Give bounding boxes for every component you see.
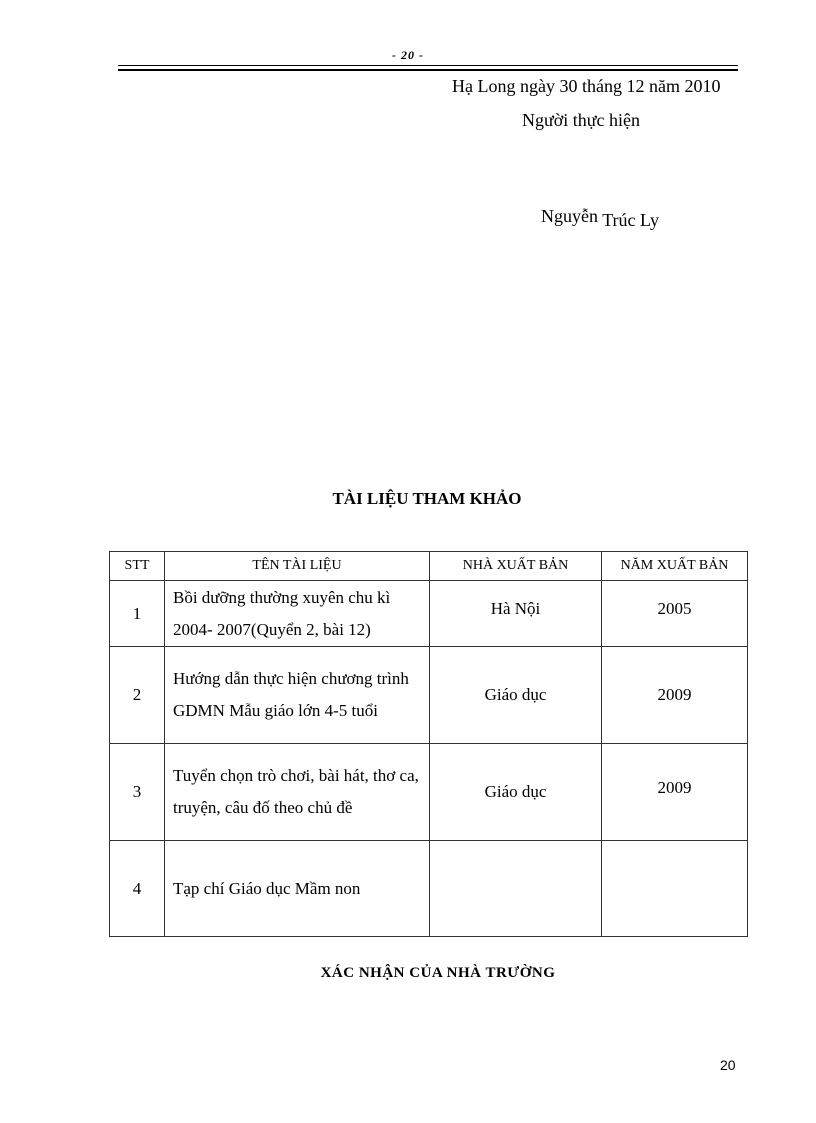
cell-name: Bồi dưỡng thường xuyên chu kì 2004- 2007(Quyển 2, bài 12) (165, 581, 430, 647)
cell-publisher (430, 841, 602, 937)
table-row (110, 647, 748, 744)
cell-name: Hướng dẫn thực hiện chương trình GDMN Mẫu giáo lớn 4-5 tuổi (165, 647, 430, 744)
cell-stt: 2 (110, 647, 165, 744)
signer-name (541, 206, 660, 230)
cell-stt: 1 (110, 581, 165, 647)
cell-year: 2009 (602, 744, 748, 841)
references-table (109, 551, 748, 937)
cell-year: 2005 (602, 581, 748, 647)
column-header-year: NĂM XUẤT BẢN (602, 552, 748, 581)
column-header-publisher: NHÀ XUẤT BẢN (430, 552, 602, 581)
signer-role: Người thực hiện (522, 110, 641, 130)
cell-year: 2009 (602, 647, 748, 744)
column-header-name: TÊN TÀI LIỆU (165, 552, 430, 581)
header-rule-thick (118, 69, 738, 71)
cell-stt: 4 (110, 841, 165, 937)
school-confirmation-heading: XÁC NHẬN CỦA NHÀ TRƯỜNG (320, 965, 556, 981)
date-line: Hạ Long ngày 30 tháng 12 năm 2010 (452, 76, 721, 96)
cell-year (602, 841, 748, 937)
cell-name: Tuyển chọn trò chơi, bài hát, thơ ca, truyện, câu đố theo chủ đề (165, 744, 430, 841)
table-header-row (110, 552, 748, 581)
signer-name-part2: Trúc Ly (602, 210, 660, 230)
cell-name: Tạp chí Giáo dục Mầm non (165, 841, 430, 937)
cell-publisher: Giáo dục (430, 647, 602, 744)
column-header-stt: STT (110, 552, 165, 581)
cell-stt: 3 (110, 744, 165, 841)
references-title: TÀI LIỆU THAM KHẢO (332, 489, 522, 508)
page-number: 20 (720, 1057, 736, 1073)
header-rule-thin (118, 65, 738, 66)
cell-publisher: Giáo dục (430, 744, 602, 841)
table-row (110, 841, 748, 937)
page-marker: - 20 - (392, 48, 424, 62)
cell-publisher: Hà Nội (430, 581, 602, 647)
table-row (110, 744, 748, 841)
signer-name-part1: Nguyễn (541, 206, 598, 226)
table-row (110, 581, 748, 647)
